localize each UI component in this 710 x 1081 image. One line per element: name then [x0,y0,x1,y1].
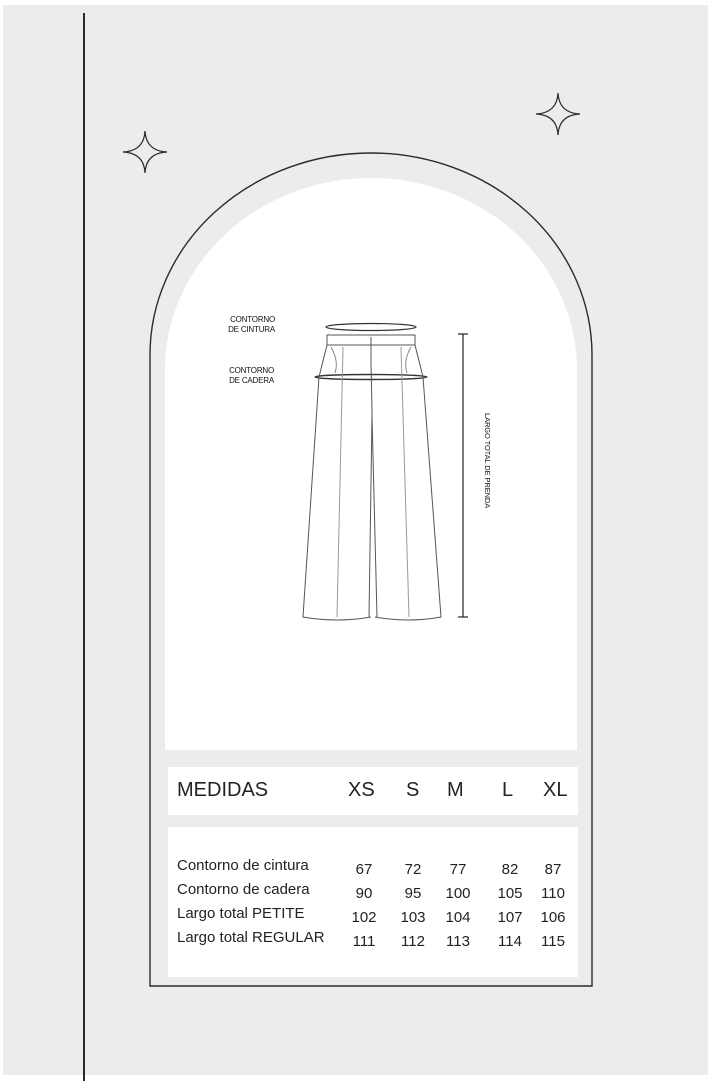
table-title: MEDIDAS [177,779,269,801]
cell-value: 95 [404,885,422,902]
cell-value: 82 [501,861,519,878]
table-row [168,857,578,881]
waist-label-line1: CONTORNO [230,315,275,324]
size-header-s: S [406,779,420,801]
row-label: Contorno de cadera [177,881,310,898]
cell-value: 72 [404,861,422,878]
size-guide-page [3,5,708,1075]
cell-value: 112 [401,933,425,950]
cell-value: 67 [355,861,373,878]
length-label: LARGO TOTAL DE PRENDA [483,413,492,509]
size-header-l: L [502,779,514,801]
table-row [168,905,578,929]
size-header-m: M [447,779,464,801]
hip-label-line2: DE CADERA [229,376,274,385]
cell-value: 100 [445,885,471,902]
measurements-table-body [168,827,578,977]
row-label: Contorno de cintura [177,857,309,874]
hip-label [184,366,274,386]
cell-value: 77 [449,861,467,878]
hip-label-line1: CONTORNO [229,366,274,375]
table-row [168,929,578,953]
cell-value: 102 [351,909,377,926]
size-header-xs: XS [348,779,375,801]
cell-value: 114 [498,933,522,950]
row-label: Largo total REGULAR [177,929,325,946]
table-row [168,881,578,905]
cell-value: 111 [352,933,376,950]
cell-value: 105 [497,885,523,902]
cell-value: 90 [355,885,373,902]
waist-label-line2: DE CINTURA [228,325,275,334]
size-header-xl: XL [543,779,568,801]
cell-value: 110 [541,885,565,902]
cell-value: 113 [446,933,470,950]
cell-value: 106 [540,909,566,926]
cell-value: 87 [544,861,562,878]
cell-value: 104 [445,909,471,926]
cell-value: 107 [497,909,523,926]
waist-label [185,315,275,335]
measurements-table-header [168,767,578,815]
cell-value: 115 [541,933,565,950]
row-label: Largo total PETITE [177,905,305,922]
cell-value: 103 [400,909,426,926]
